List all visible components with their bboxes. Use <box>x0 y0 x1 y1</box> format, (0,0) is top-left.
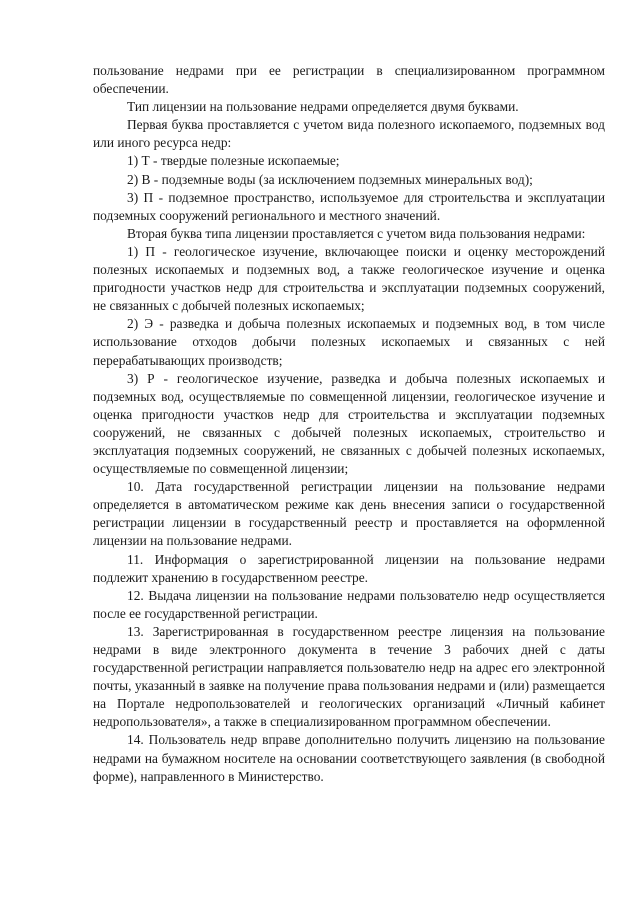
clause-14: 14. Пользователь недр вправе дополнительно получить лицензию на пользование недрами на бумажном носителе на основании соответствующего заявления (в свободной форме), направленного в Министерство. <box>93 732 605 784</box>
paragraph-continuation: пользование недрами при ее регистрации в специализированном программном обеспечении. <box>93 63 605 97</box>
paragraph-second-letter: Вторая буква типа лицензии проставляется с учетом вида пользования недрами: <box>127 225 586 241</box>
list-item-first-letter-v: 2) В - подземные воды (за исключением подземных минеральных вод); <box>127 171 533 187</box>
paragraph-first-letter: Первая буква проставляется с учетом вида полезного ископаемого, подземных вод или иного ресурса недр: <box>93 117 605 151</box>
clause-10: 10. Дата государственной регистрации лицензии на пользование недрами определяется в автоматическом режиме как день внесения записи о государственной регистрации лицензии в государственный реестр и проставляется на оформленной лицензии на пользование недрами. <box>93 479 605 549</box>
list-item-second-letter-p: 1) П - геологическое изучение, включающее поиски и оценку месторождений полезных ископаемых и подземных вод, а также геологическое изучение и оценка пригодности участков недр для строительства и эксплуатации подземных сооружений, не связанных с добычей полезных ископаемых; <box>93 243 605 314</box>
list-item-second-letter-e: 2) Э - разведка и добыча полезных ископаемых и подземных вод, в том числе использование отходов добычи полезных ископаемых и связанных с ней перерабатывающих производств; <box>93 316 605 368</box>
list-item-first-letter-t: 1) Т - твердые полезные ископаемые; <box>127 153 340 169</box>
clause-11: 11. Информация о зарегистрированной лицензии на пользование недрами подлежит хранению в государственном реестре. <box>93 551 605 585</box>
clause-13: 13. Зарегистрированная в государственном реестре лицензия на пользование недрами в виде электронного документа в течение 3 рабочих дней с даты государственной регистрации направляется пользователю недр на адрес его электронной почты, указанный в заявке на получение права пользования недрами и (или) размещается на Портале недропользователей и геологических организаций «Личный кабинет недропользователя», а также в специализированном программном обеспечении. <box>93 623 605 730</box>
document-page <box>93 62 605 786</box>
clause-12: 12. Выдача лицензии на пользование недрами пользователю недр осуществляется после ее государственной регистрации. <box>93 587 605 621</box>
paragraph-license-type: Тип лицензии на пользование недрами определяется двумя буквами. <box>127 99 519 115</box>
list-item-second-letter-r: 3) Р - геологическое изучение, разведка и добыча полезных ископаемых и подземных вод, осуществляемые по совмещенной лицензии, геологическое изучение и оценка пригодности участков недр для строительства и эксплуатации подземных сооружений, не связанных с добычей полезных ископаемых, строительство и эксплуатация подземных сооружений, не связанных с добычей полезных ископаемых, осуществляемые по совмещенной лицензии; <box>93 370 605 477</box>
list-item-first-letter-p: 3) П - подземное пространство, используемое для строительства и эксплуатации подземных сооружений регионального и местного значений. <box>93 189 605 223</box>
